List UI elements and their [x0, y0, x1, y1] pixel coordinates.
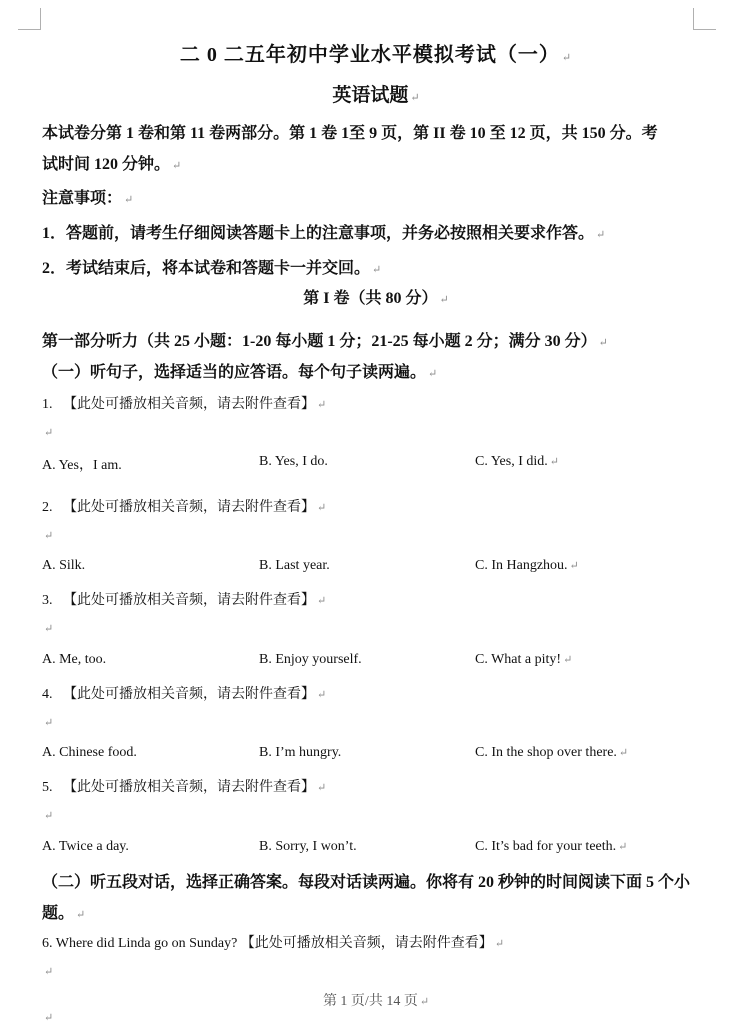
crop-mark-top-left	[40, 8, 41, 30]
question-1-prompt: 1. 【此处可播放相关音频，请去附件查看】 ↵	[42, 397, 327, 412]
crop-mark-top-right-h	[693, 29, 716, 30]
notice-title: 注意事项： ↵	[42, 190, 134, 207]
question-1-option-c[interactable]: C. Yes, I did. ↵	[475, 454, 559, 469]
question-3-option-c[interactable]: C. What a pity! ↵	[475, 652, 573, 667]
question-2-option-a[interactable]: A. Silk.	[42, 558, 86, 573]
crop-mark-top-left-h	[18, 29, 41, 30]
notice-item-1: 1．答题前，请考生仔细阅读答题卡上的注意事项，并务必按照相关要求作答。 ↵	[42, 225, 606, 242]
exam-subtitle: 英语试题 ↵	[332, 85, 420, 106]
section1-title: （一）听句子，选择适当的应答语。每个句子读两遍。 ↵	[42, 364, 438, 381]
empty-line-mark: ↵	[44, 1012, 54, 1024]
page-footer: 第 1 页/共 14 页 ↵	[322, 994, 430, 1009]
question-4-option-a[interactable]: A. Chinese food.	[42, 745, 137, 760]
question-5-option-b[interactable]: B. Sorry, I won’t.	[259, 839, 357, 854]
question-5-option-c[interactable]: C. It’s bad for your teeth. ↵	[475, 839, 628, 854]
question-3-prompt: 3. 【此处可播放相关音频，请去附件查看】 ↵	[42, 593, 327, 608]
part1-title: 第一部分听力（共 25 小题：1-20 每小题 1 分；21-25 每小题 2 分；满分 30 分） ↵	[42, 333, 608, 350]
empty-line-mark: ↵	[44, 966, 54, 978]
question-2-option-c[interactable]: C. In Hangzhou. ↵	[475, 558, 579, 573]
question-1-option-a[interactable]: A. Yes，I am.	[42, 458, 122, 473]
empty-line-mark: ↵	[44, 810, 54, 822]
question-5-prompt: 5. 【此处可播放相关音频，请去附件查看】 ↵	[42, 780, 327, 795]
question-4-prompt: 4. 【此处可播放相关音频，请去附件查看】 ↵	[42, 687, 327, 702]
intro-line-1: 本试卷分第 1 卷和第 11 卷两部分。第 1 卷 1至 9 页，第 II 卷 10 至 12 页，共 150 分。考	[42, 125, 658, 142]
section2-title-line-1: （二）听五段对话，选择正确答案。每段对话读两遍。你将有 20 秒钟的时间阅读下面 5 个小	[42, 874, 691, 891]
empty-line-mark: ↵	[44, 427, 54, 439]
empty-line-mark: ↵	[44, 623, 54, 635]
exam-title: 二 0 二五年初中学业水平模拟考试（一） ↵	[179, 44, 573, 66]
section2-title-line-2: 题。 ↵	[42, 905, 86, 922]
notice-item-2: 2．考试结束后，将本试卷和答题卡一并交回。 ↵	[42, 260, 382, 277]
empty-line-mark: ↵	[44, 530, 54, 542]
crop-mark-top-right	[693, 8, 694, 30]
question-6-prompt: 6. Where did Linda go on Sunday? 【此处可播放相关音频，请去附件查看】 ↵	[42, 936, 505, 951]
question-1-option-b[interactable]: B. Yes, I do.	[259, 454, 328, 469]
question-4-option-c[interactable]: C. In the shop over there. ↵	[475, 745, 629, 760]
question-3-option-b[interactable]: B. Enjoy yourself.	[259, 652, 362, 667]
question-3-option-a[interactable]: A. Me, too.	[42, 652, 107, 667]
question-4-option-b[interactable]: B. I’m hungry.	[259, 745, 342, 760]
question-5-option-a[interactable]: A. Twice a day.	[42, 839, 129, 854]
intro-line-2: 试时间 120 分钟。 ↵	[42, 156, 182, 173]
empty-line-mark: ↵	[44, 717, 54, 729]
volume-title: 第 I 卷（共 80 分） ↵	[303, 290, 449, 307]
question-2-option-b[interactable]: B. Last year.	[259, 558, 330, 573]
question-2-prompt: 2. 【此处可播放相关音频，请去附件查看】 ↵	[42, 500, 327, 515]
